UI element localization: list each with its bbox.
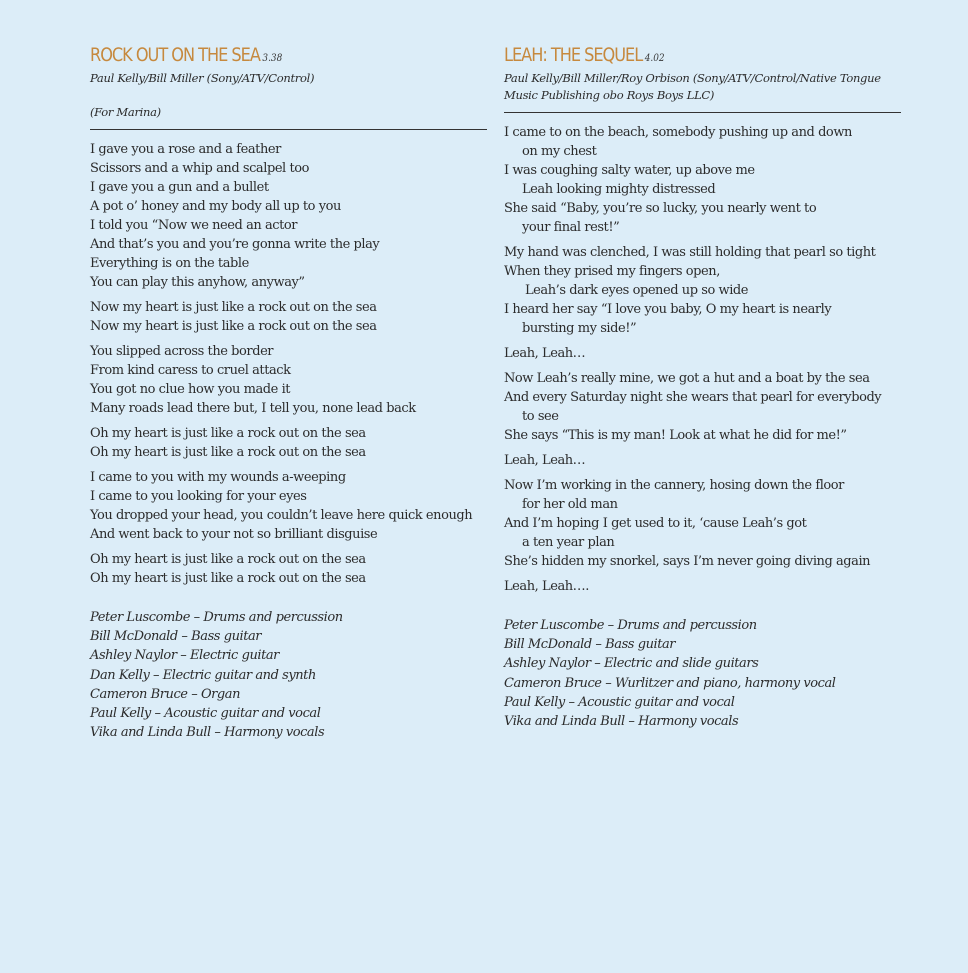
song-title-text: LEAH: THE SEQUEL bbox=[504, 44, 643, 66]
lyric-line: I gave you a gun and a bullet bbox=[90, 180, 269, 195]
musician-credit: Ashley Naylor – Electric guitar bbox=[90, 648, 279, 664]
stanza bbox=[90, 468, 490, 544]
musician-credits bbox=[504, 616, 904, 731]
lyric-line: a ten year plan bbox=[522, 535, 615, 550]
lyric-line: Leah, Leah… bbox=[504, 453, 586, 468]
lyric-line: Leah, Leah… bbox=[504, 346, 586, 361]
song-leah-the-sequel bbox=[504, 44, 904, 731]
stanza bbox=[504, 476, 904, 571]
lyric-line: She says “This is my man! Look at what he did for me!” bbox=[504, 428, 847, 443]
lyric-line: I gave you a rose and a feather bbox=[90, 142, 281, 157]
stanza bbox=[504, 369, 904, 445]
musician-credit: Cameron Bruce – Organ bbox=[90, 686, 241, 702]
lyric-line: Leah, Leah…. bbox=[504, 579, 589, 594]
stanza bbox=[504, 243, 904, 338]
musician-credit: Vika and Linda Bull – Harmony vocals bbox=[90, 725, 325, 741]
stanza bbox=[90, 550, 490, 588]
lyric-line: You slipped across the border bbox=[90, 344, 274, 359]
lyric-line: Many roads lead there but, I tell you, none lead back bbox=[90, 401, 416, 416]
musician-credit: Cameron Bruce – Wurlitzer and piano, harmony vocal bbox=[504, 675, 836, 691]
musician-credit: Peter Luscombe – Drums and percussion bbox=[90, 610, 343, 625]
lyric-line: Now my heart is just like a rock out on the sea bbox=[90, 300, 377, 315]
lyric-line: your final rest!” bbox=[522, 220, 620, 235]
lyric-line: And every Saturday night she wears that pearl for everybody bbox=[504, 390, 882, 405]
lyric-line: Now my heart is just like a rock out on the sea bbox=[90, 319, 377, 334]
lyric-line: You got no clue how you made it bbox=[90, 382, 291, 397]
lyric-line: Oh my heart is just like a rock out on the sea bbox=[90, 426, 366, 441]
stanza bbox=[90, 140, 490, 292]
lyric-line: Now I’m working in the cannery, hosing down the floor bbox=[504, 478, 844, 493]
lyric-line: bursting my side!” bbox=[522, 321, 637, 336]
musician-credit: Bill McDonald – Bass guitar bbox=[504, 637, 676, 653]
lyric-line: Oh my heart is just like a rock out on the sea bbox=[90, 552, 366, 567]
lyric-line: I told you “Now we need an actor bbox=[90, 218, 298, 233]
song-title-text: ROCK OUT ON THE SEA bbox=[90, 44, 260, 66]
lyric-line: You can play this anyhow, anyway” bbox=[90, 275, 305, 290]
musician-credit: Vika and Linda Bull – Harmony vocals bbox=[504, 714, 739, 730]
divider bbox=[90, 129, 487, 130]
dedication: (For Marina) bbox=[90, 105, 161, 119]
lyric-line: My hand was clenched, I was still holding that pearl so tight bbox=[504, 245, 876, 260]
stanza bbox=[504, 577, 904, 596]
musician-credit: Dan Kelly – Electric guitar and synth bbox=[90, 667, 316, 683]
lyric-line: I heard her say “I love you baby, O my heart is nearly bbox=[504, 302, 832, 317]
lyric-line: Scissors and a whip and scalpel too bbox=[90, 161, 309, 176]
musician-credit: Paul Kelly – Acoustic guitar and vocal bbox=[504, 694, 735, 710]
lyric-line: When they prised my fingers open, bbox=[504, 264, 720, 279]
musician-credits bbox=[90, 608, 490, 742]
songwriter-credit-line-2: Music Publishing obo Roys Boys LLC) bbox=[504, 88, 715, 102]
lyric-line: I came to on the beach, somebody pushing up and down bbox=[504, 125, 852, 140]
song-duration: 4.02 bbox=[644, 52, 665, 64]
lyric-line: to see bbox=[522, 409, 559, 424]
song-duration: 3.38 bbox=[262, 52, 283, 64]
musician-credit: Bill McDonald – Bass guitar bbox=[90, 629, 262, 645]
songwriter-credit: Paul Kelly/Bill Miller (Sony/ATV/Control) bbox=[90, 71, 315, 85]
lyrics bbox=[504, 123, 904, 596]
musician-credit: Ashley Naylor – Electric and slide guitars bbox=[504, 656, 759, 672]
lyric-line: From kind caress to cruel attack bbox=[90, 363, 291, 378]
lyric-line: And I’m hoping I get used to it, ‘cause Leah’s got bbox=[504, 516, 807, 531]
lyric-line: Everything is on the table bbox=[90, 256, 249, 271]
stanza bbox=[90, 298, 490, 336]
stanza bbox=[90, 342, 490, 418]
stanza bbox=[504, 344, 904, 363]
lyric-line: And that’s you and you’re gonna write the play bbox=[90, 237, 380, 252]
lyric-line: for her old man bbox=[522, 497, 618, 512]
musician-credit: Peter Luscombe – Drums and percussion bbox=[504, 618, 757, 633]
stanza bbox=[504, 451, 904, 470]
song-title bbox=[504, 44, 844, 69]
lyric-line: I was coughing salty water, up above me bbox=[504, 163, 755, 178]
lyric-line: You dropped your head, you couldn’t leave here quick enough bbox=[90, 508, 473, 523]
lyric-line: I came to you with my wounds a-weeping bbox=[90, 470, 346, 485]
lyric-line: Now Leah’s really mine, we got a hut and a boat by the sea bbox=[504, 371, 870, 386]
stanza bbox=[90, 424, 490, 462]
lyric-line: Leah looking mighty distressed bbox=[522, 182, 716, 197]
lyric-line: Oh my heart is just like a rock out on the sea bbox=[90, 445, 366, 460]
lyrics bbox=[90, 140, 490, 588]
lyric-line: Oh my heart is just like a rock out on the sea bbox=[90, 571, 366, 586]
musician-credit: Paul Kelly – Acoustic guitar and vocal bbox=[90, 706, 321, 722]
lyric-line: She said “Baby, you’re so lucky, you nearly went to bbox=[504, 201, 817, 216]
song-rock-out-on-the-sea bbox=[90, 44, 490, 742]
songwriter-credit-line-1: Paul Kelly/Bill Miller/Roy Orbison (Sony/ATV/Control/Native Tongue bbox=[504, 71, 881, 85]
divider bbox=[504, 112, 901, 113]
lyric-line: Leah’s dark eyes opened up so wide bbox=[525, 283, 749, 298]
lyric-line: I came to you looking for your eyes bbox=[90, 489, 307, 504]
lyric-line: A pot o’ honey and my body all up to you bbox=[90, 199, 341, 214]
lyric-line: And went back to your not so brilliant disguise bbox=[90, 527, 378, 542]
song-title bbox=[90, 44, 430, 69]
lyric-line: on my chest bbox=[522, 144, 597, 159]
stanza bbox=[504, 123, 904, 237]
lyric-line: She’s hidden my snorkel, says I’m never going diving again bbox=[504, 554, 871, 569]
